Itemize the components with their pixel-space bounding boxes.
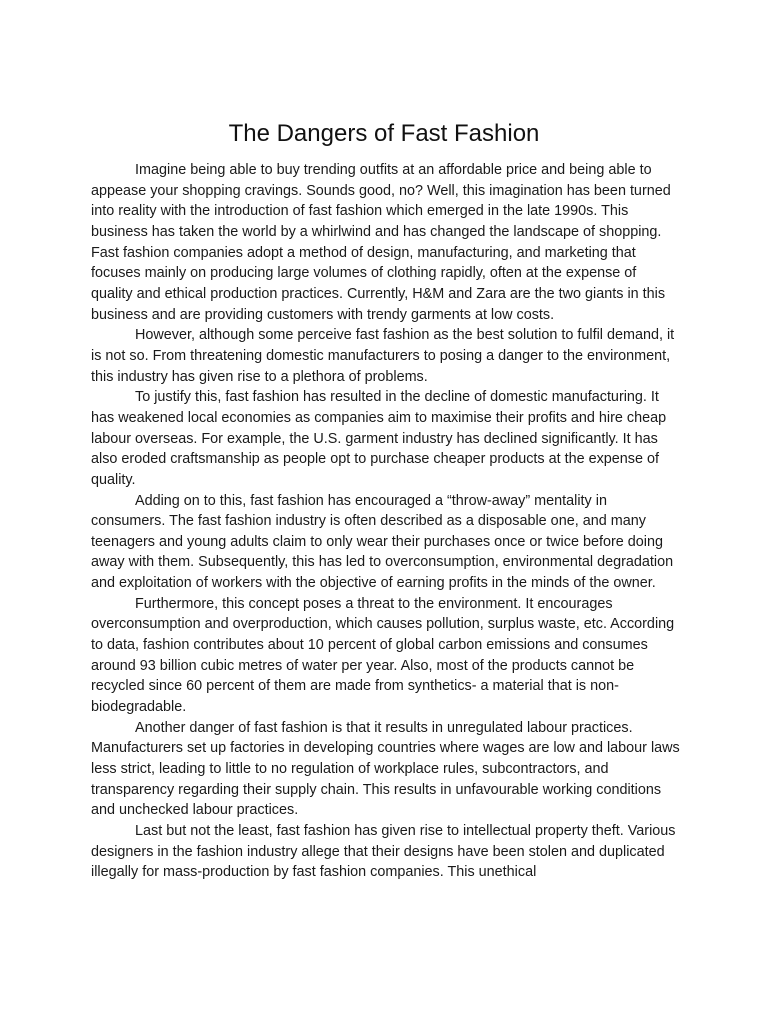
paragraph-thesis: However, although some perceive fast fashion as the best solution to fulfil demand, it is not so. From threatening domestic manufacturers to posing a danger to the environment, this industry has given rise to a plethora of problems. bbox=[91, 327, 675, 385]
paragraph-labour-practices: Another danger of fast fashion is that it results in unregulated labour practices. Manufacturers set up factories in developing countries where wages are low and labour laws less strict, leading to little to no regulation of workplace rules, subcontractors, and transparency regarding their supply chain. This results in unfavourable working conditions and unchecked labour practices. bbox=[91, 719, 680, 819]
document-title: The Dangers of Fast Fashion bbox=[228, 120, 540, 147]
paragraph-domestic-manufacturing: To justify this, fast fashion has resulted in the decline of domestic manufacturing. It has weakened local economies as companies aim to maximise their profits and hire cheap labour overseas. For example, the U.S. garment industry has declined significantly. It has also eroded craftsmanship as people opt to purchase cheaper products at the expense of quality. bbox=[91, 389, 667, 488]
paragraph-throw-away-mentality: Adding on to this, fast fashion has encouraged a “throw-away” mentality in consumers. The fast fashion industry is often described as a disposable one, and many teenagers and young adults claim to only wear their purchases once or twice before doing away with them. Subsequently, this has led to overconsumption, environmental degradation and exploitation of workers with the objective of earning profits in the minds of the owner. bbox=[91, 492, 674, 592]
paragraph-intellectual-property: Last but not the least, fast fashion has given rise to intellectual property theft. Various designers in the fashion industry allege that their designs have been stolen and duplicated illegally for mass-production by fast fashion companies. This unethical bbox=[91, 823, 676, 881]
document-body bbox=[91, 160, 681, 883]
paragraph-environment: Furthermore, this concept poses a threat to the environment. It encourages overconsumption and overproduction, which causes pollution, surplus waste, etc. According to data, fashion contributes about 10 percent of global carbon emissions and consumes around 93 billion cubic metres of water per year. Also, most of the products cannot be recycled since 60 percent of them are made from synthetics- a material that is non-biodegradable. bbox=[91, 595, 675, 716]
paragraph-intro: Imagine being able to buy trending outfits at an affordable price and being able to appease your shopping cravings. Sounds good, no? Well, this imagination has been turned into reality with the introduction of fast fashion which emerged in the late 1990s. This business has taken the world by a whirlwind and has changed the landscape of shopping. Fast fashion companies adopt a method of design, manufacturing, and marketing that focuses mainly on producing large volumes of clothing rapidly, often at the expense of quality and ethical production practices. Currently, H&M and Zara are the two giants in this business and are providing customers with trendy garments at low costs. bbox=[91, 162, 671, 323]
